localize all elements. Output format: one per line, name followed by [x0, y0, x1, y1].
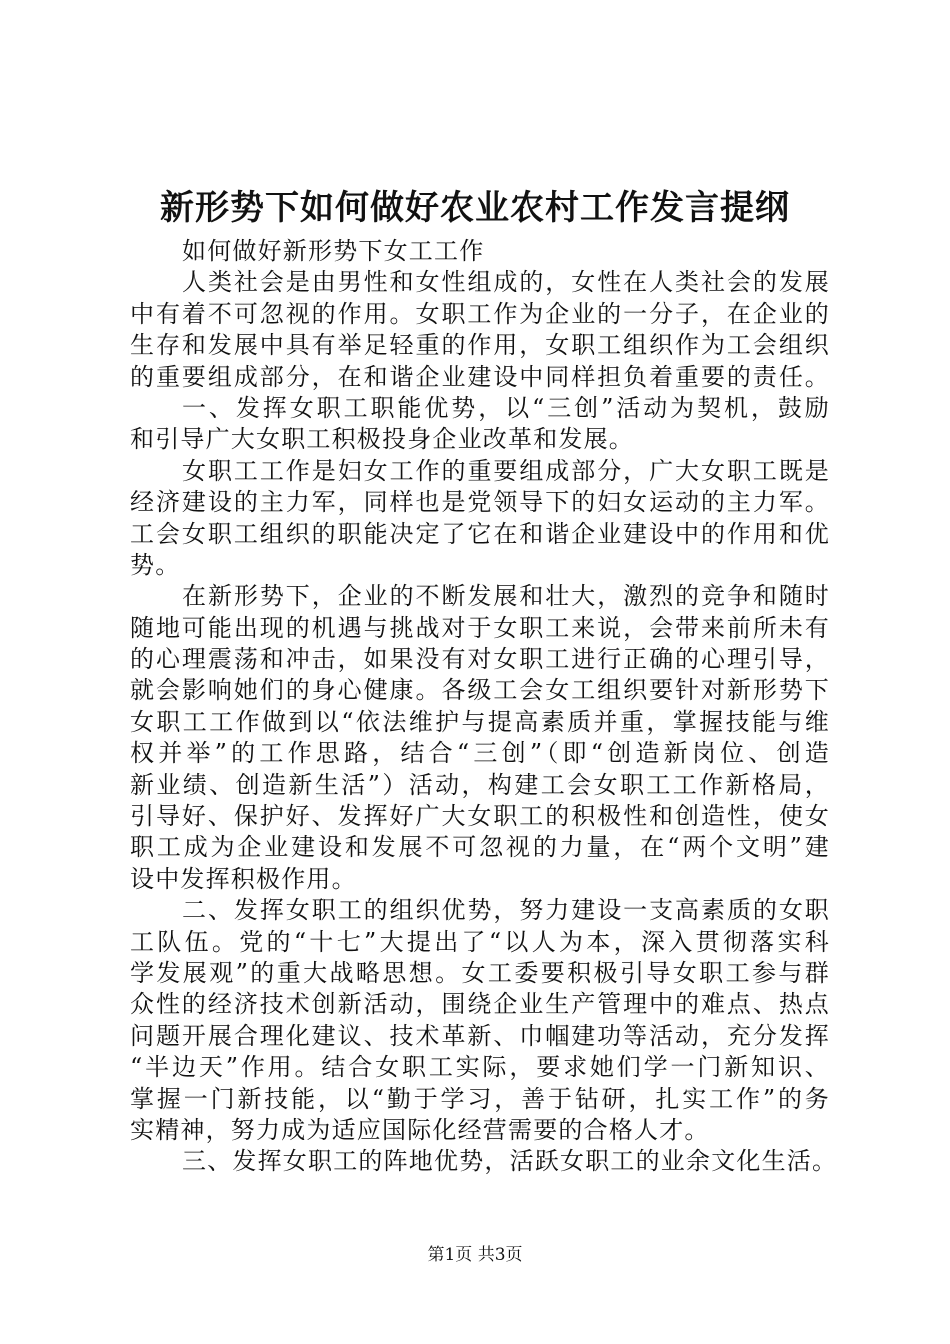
text-line: 二、发挥女职工的组织优势，努力建设一支高素质的女职: [182, 896, 830, 925]
text-line: 随地可能出现的机遇与挑战对于女职工来说，会带来前所未有: [130, 613, 830, 642]
text-line: 引导好、保护好、发挥好广大女职工的积极性和创造性，使女: [130, 802, 830, 831]
text-line: 众性的经济技术创新活动，围绕企业生产管理中的难点、热点: [130, 990, 830, 1019]
text-line: 在新形势下，企业的不断发展和壮大，激烈的竞争和随时: [182, 582, 830, 611]
text-line: 就会影响她们的身心健康。各级工会女工组织要针对新形势下: [130, 676, 830, 705]
text-line: 和引导广大女职工积极投身企业改革和发展。: [130, 425, 634, 454]
text-line: 实精神，努力成为适应国际化经营需要的合格人才。: [130, 1115, 710, 1144]
text-line: 问题开展合理化建议、技术革新、巾帼建功等活动，充分发挥: [130, 1021, 830, 1050]
text-line: 掌握一门新技能，以“勤于学习，善于钻研，扎实工作”的务: [130, 1084, 830, 1113]
text-line: 职工成为企业建设和发展不可忽视的力量，在“两个文明”建: [130, 833, 830, 862]
text-line: 三、发挥女职工的阵地优势，活跃女职工的业余文化生活。: [182, 1147, 838, 1176]
document-title: 新形势下如何做好农业农村工作发言提纲: [160, 188, 790, 228]
page-footer: 第1页 共3页: [427, 1245, 523, 1265]
text-line: 权并举”的工作思路，结合“三创”（即“创造新岗位、创造: [130, 739, 830, 768]
text-line: 女职工工作是妇女工作的重要组成部分，广大女职工既是: [182, 456, 830, 485]
text-line: 设中发挥积极作用。: [130, 864, 357, 893]
text-line: 一、发挥女职工职能优势，以“三创”活动为契机，鼓励: [182, 393, 830, 422]
text-line: “半边天”作用。结合女职工实际，要求她们学一门新知识、: [130, 1053, 830, 1082]
text-line: 新业绩、创造新生活”）活动，构建工会女职工工作新格局，: [130, 770, 830, 799]
text-line: 的心理震荡和冲击，如果没有对女职工进行正确的心理引导，: [130, 645, 830, 674]
text-line: 经济建设的主力军，同样也是党领导下的妇女运动的主力军。: [130, 488, 830, 517]
text-line: 的重要组成部分，在和谐企业建设中同样担负着重要的责任。: [130, 362, 830, 391]
text-line: 学发展观”的重大战略思想。女工委要积极引导女职工参与群: [130, 958, 830, 987]
text-line: 生存和发展中具有举足轻重的作用，女职工组织作为工会组织: [130, 331, 830, 360]
text-line: 工队伍。党的“十七”大提出了“以人为本，深入贯彻落实科: [130, 927, 830, 956]
text-line: 女职工工作做到以“依法维护与提高素质并重，掌握技能与维: [130, 707, 830, 736]
text-line: 工会女职工组织的职能决定了它在和谐企业建设中的作用和优: [130, 519, 830, 548]
text-line: 中有着不可忽视的作用。女职工作为企业的一分子，在企业的: [130, 299, 830, 328]
text-line: 势。: [130, 550, 181, 579]
text-line: 如何做好新形势下女工工作: [182, 237, 485, 265]
text-line: 人类社会是由男性和女性组成的，女性在人类社会的发展: [182, 268, 830, 297]
document-body: [130, 236, 838, 1178]
